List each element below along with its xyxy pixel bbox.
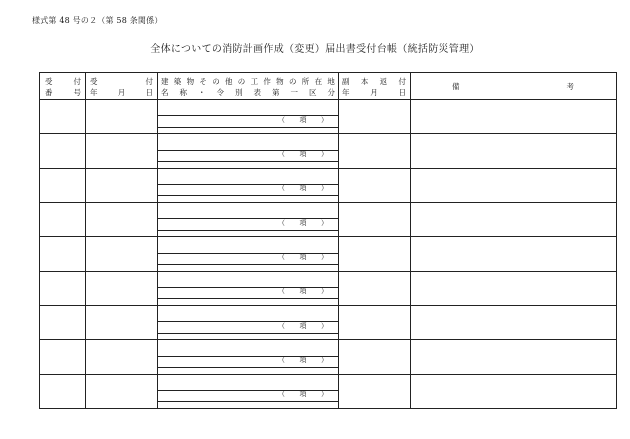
header-building-line2 xyxy=(161,89,335,97)
column-divider xyxy=(410,73,411,408)
header-char: 受 xyxy=(45,77,53,86)
category-item-open: （ xyxy=(278,287,285,296)
header-char: 分 xyxy=(327,88,335,97)
category-item-marker xyxy=(278,218,328,228)
form-number: 様式第 48 号の２（第 58 条関係） xyxy=(32,16,163,25)
header-char: 副 xyxy=(342,77,350,86)
category-item-close: ） xyxy=(321,149,328,158)
header-char: 他 xyxy=(224,77,233,86)
category-item-marker xyxy=(278,286,328,296)
category-item-marker xyxy=(278,183,328,193)
column-divider xyxy=(85,73,86,408)
header-char: 一 xyxy=(290,88,298,97)
header-char: 号 xyxy=(73,88,81,97)
header-receipt-date-line2 xyxy=(90,89,153,97)
category-item-close: ） xyxy=(321,321,328,330)
category-item-close: ） xyxy=(321,390,328,399)
category-item-open: （ xyxy=(278,218,285,227)
header-return-date-line1 xyxy=(342,78,406,86)
header-char: 年 xyxy=(90,88,98,97)
category-item-open: （ xyxy=(278,184,285,193)
header-char: 考 xyxy=(566,82,574,91)
category-item-open: （ xyxy=(278,149,285,158)
category-item-label: 項 xyxy=(299,184,307,193)
header-char: 備 xyxy=(452,82,460,91)
row-divider xyxy=(40,236,616,237)
category-item-label: 項 xyxy=(299,321,307,330)
category-item-marker xyxy=(278,355,328,365)
header-char: 本 xyxy=(360,77,369,86)
header-char: の xyxy=(237,77,246,86)
header-char: 名 xyxy=(161,88,169,97)
row-divider xyxy=(40,168,616,169)
header-char: 在 xyxy=(314,77,323,86)
header-char: 付 xyxy=(145,77,153,86)
header-remarks xyxy=(452,83,574,91)
category-item-label: 項 xyxy=(299,287,307,296)
header-char: 受 xyxy=(90,77,98,86)
building-subline xyxy=(157,401,338,402)
building-subline xyxy=(157,333,338,334)
header-char: 付 xyxy=(73,77,81,86)
category-item-marker xyxy=(278,149,328,159)
header-char: 日 xyxy=(398,88,406,97)
category-item-label: 項 xyxy=(299,115,307,124)
header-return-date-line2 xyxy=(342,89,406,97)
header-char: 称 xyxy=(179,88,187,97)
header-char: 物 xyxy=(186,77,195,86)
header-char: 表 xyxy=(253,88,261,97)
header-char: の xyxy=(288,77,297,86)
category-item-label: 項 xyxy=(299,218,307,227)
category-item-close: ） xyxy=(321,218,328,227)
row-divider xyxy=(40,339,616,340)
category-item-close: ） xyxy=(321,252,328,261)
category-item-marker xyxy=(278,321,328,331)
row-divider xyxy=(40,305,616,306)
header-char: 日 xyxy=(145,88,153,97)
header-char: 作 xyxy=(263,77,271,86)
header-char: 所 xyxy=(301,77,310,86)
row-divider xyxy=(40,271,616,272)
header-char: 月 xyxy=(117,88,126,97)
category-item-label: 項 xyxy=(299,390,307,399)
category-item-open: （ xyxy=(278,390,285,399)
category-item-marker xyxy=(278,389,328,399)
header-char: 別 xyxy=(235,88,243,97)
header-receipt-date-line1 xyxy=(90,78,153,86)
header-char: 物 xyxy=(276,77,284,86)
category-item-open: （ xyxy=(278,321,285,330)
header-receipt-number-line1 xyxy=(45,78,81,86)
header-char: 区 xyxy=(309,88,317,97)
row-divider xyxy=(40,133,616,134)
header-receipt-number-line2 xyxy=(45,89,81,97)
header-char: ・ xyxy=(198,88,206,97)
category-item-close: ） xyxy=(321,115,328,124)
header-char: 年 xyxy=(342,88,350,97)
category-item-open: （ xyxy=(278,355,285,364)
building-subline xyxy=(157,127,338,128)
category-item-close: ） xyxy=(321,355,328,364)
column-divider xyxy=(338,73,339,408)
building-subline xyxy=(157,195,338,196)
header-char: 付 xyxy=(398,77,406,86)
header-char: 工 xyxy=(250,77,259,86)
header-char: 月 xyxy=(370,88,378,97)
building-subline xyxy=(157,161,338,162)
category-item-open: （ xyxy=(278,252,285,261)
header-char: の xyxy=(212,77,220,86)
category-item-label: 項 xyxy=(299,355,307,364)
document-title: 全体についての消防計画作成（変更）届出書受付台帳（統括防災管理） xyxy=(150,44,480,55)
header-char: 第 xyxy=(272,88,280,97)
ledger-table xyxy=(39,72,617,409)
category-item-label: 項 xyxy=(299,252,307,261)
header-char: そ xyxy=(199,77,207,86)
building-subline xyxy=(157,264,338,265)
building-subline xyxy=(157,230,338,231)
building-subline xyxy=(157,367,338,368)
category-item-close: ） xyxy=(321,287,328,296)
category-item-label: 項 xyxy=(299,149,307,158)
header-char: 建 xyxy=(161,77,169,86)
row-divider xyxy=(40,202,616,203)
header-char: 地 xyxy=(327,77,335,86)
row-divider xyxy=(40,374,616,375)
header-char: 番 xyxy=(45,88,53,97)
building-subline xyxy=(157,298,338,299)
column-divider xyxy=(157,73,158,408)
header-building-line1 xyxy=(161,78,335,86)
category-item-open: （ xyxy=(278,115,285,124)
header-divider xyxy=(40,99,616,100)
header-char: 返 xyxy=(379,77,388,86)
category-item-marker xyxy=(278,115,328,125)
header-char: 令 xyxy=(216,88,224,97)
category-item-marker xyxy=(278,252,328,262)
header-char: 築 xyxy=(173,77,182,86)
category-item-close: ） xyxy=(321,184,328,193)
